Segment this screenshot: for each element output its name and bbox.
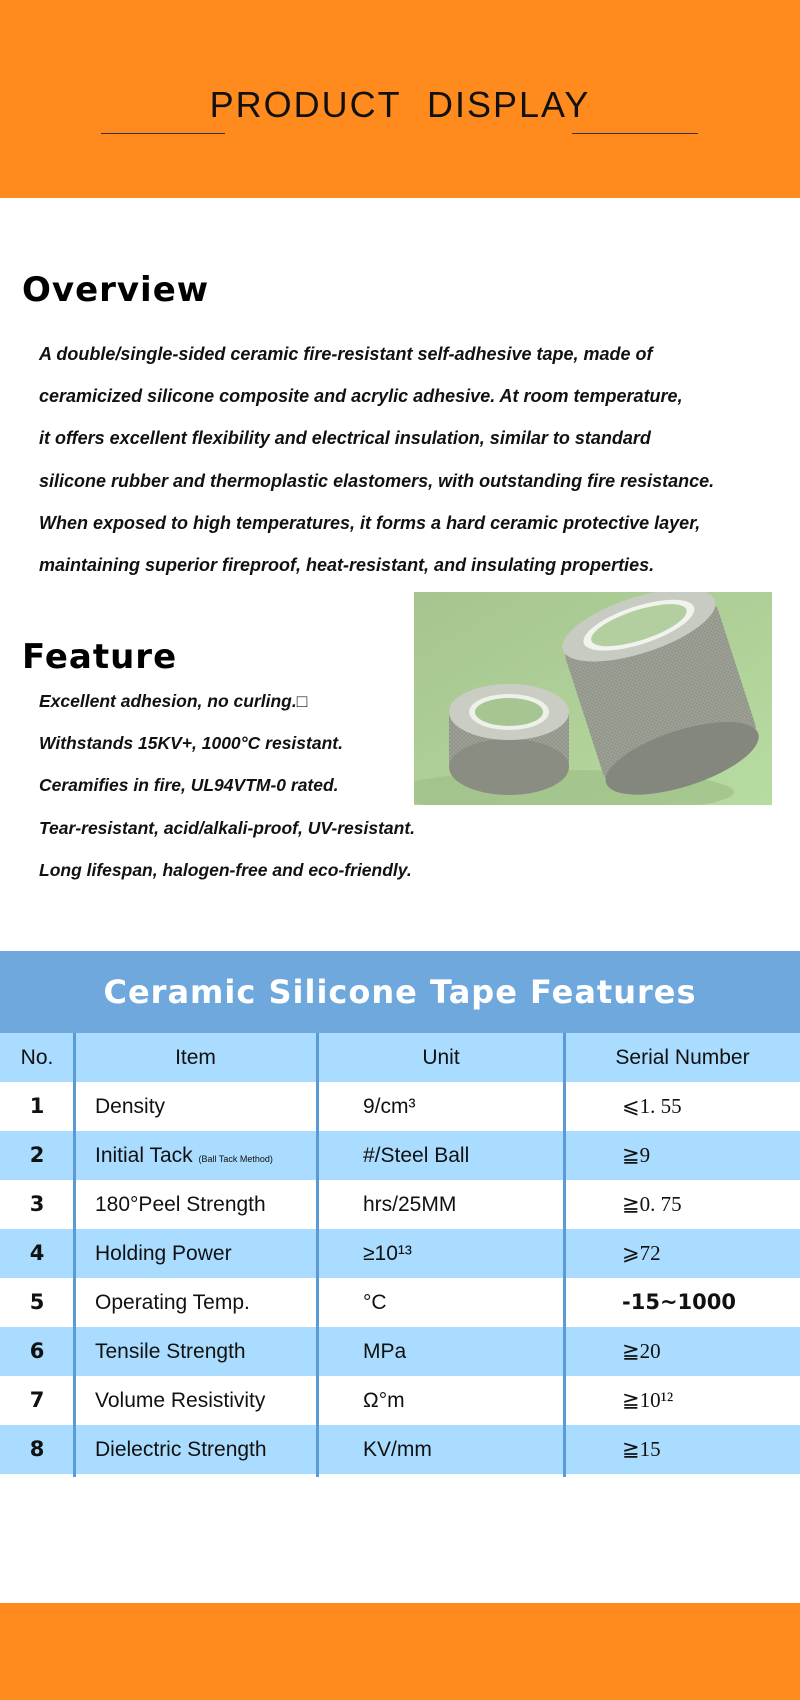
row-no: 7 <box>29 1388 45 1412</box>
column-divider <box>73 1033 76 1477</box>
header-serial: Serial Number <box>615 1046 750 1069</box>
row-item: 180°Peel Strength <box>95 1193 266 1216</box>
row-item: Tensile Strength <box>95 1340 246 1363</box>
table-row <box>0 1327 800 1376</box>
table-title: Ceramic Silicone Tape Features <box>0 951 800 1033</box>
row-no: 1 <box>29 1094 45 1118</box>
row-item: Initial Tack <box>95 1144 193 1167</box>
overview-paragraph <box>39 333 789 586</box>
table-row <box>0 1082 800 1131</box>
row-item: Volume Resistivity <box>95 1389 266 1412</box>
row-serial: ≧0. 75 <box>622 1192 682 1216</box>
row-serial: -15~1000 <box>622 1290 736 1314</box>
overview-line: maintaining superior fireproof, heat-resistant, and insulating properties. <box>39 555 655 576</box>
row-item: Dielectric Strength <box>95 1438 267 1461</box>
row-serial: ≧20 <box>622 1339 661 1363</box>
table-row <box>0 1131 800 1180</box>
bottom-banner <box>0 1603 800 1700</box>
row-serial: ≧9 <box>622 1143 651 1167</box>
overview-line: it offers excellent flexibility and electrical insulation, similar to standard <box>39 428 651 449</box>
row-unit: 9/cm³ <box>363 1095 416 1118</box>
row-unit: ≥10¹³ <box>363 1242 412 1265</box>
row-item-note: (Ball Tack Method) <box>198 1154 273 1164</box>
list-item: Excellent adhesion, no curling.□ <box>39 691 308 711</box>
table-row <box>0 1376 800 1425</box>
table-row <box>0 1180 800 1229</box>
row-serial: ⩾72 <box>622 1241 661 1265</box>
row-no: 8 <box>29 1437 45 1461</box>
tape-rolls-photo <box>414 592 772 805</box>
row-item: Holding Power <box>95 1242 232 1265</box>
feature-list <box>39 680 415 891</box>
table-row <box>0 1229 800 1278</box>
row-serial: ≧10¹² <box>622 1388 674 1412</box>
table-row <box>0 1425 800 1474</box>
row-serial: ⩽1. 55 <box>622 1094 682 1118</box>
overview-heading: Overview <box>22 270 210 310</box>
row-item: Density <box>95 1095 166 1118</box>
row-unit: KV/mm <box>363 1438 432 1461</box>
column-divider <box>563 1033 566 1477</box>
feature-heading: Feature <box>22 637 178 677</box>
overview-line: silicone rubber and thermoplastic elastomers, with outstanding fire resistance. <box>39 470 715 491</box>
row-unit: MPa <box>363 1340 407 1363</box>
row-item-wrap <box>95 1131 273 1180</box>
row-unit: Ω°m <box>363 1389 405 1412</box>
table-row <box>0 1278 800 1327</box>
table-header-row <box>0 1033 800 1082</box>
page-title: PRODUCT DISPLAY <box>209 84 591 125</box>
header-unit: Unit <box>422 1046 460 1069</box>
list-item: Ceramifies in fire, UL94VTM-0 rated. <box>39 775 339 796</box>
row-item: Operating Temp. <box>95 1291 250 1314</box>
row-no: 4 <box>29 1241 45 1265</box>
header-no: No. <box>20 1046 54 1069</box>
row-no: 2 <box>29 1143 45 1167</box>
row-no: 5 <box>29 1290 45 1314</box>
list-item: Long lifespan, halogen-free and eco-friendly. <box>39 859 412 880</box>
row-unit: °C <box>363 1291 387 1314</box>
row-no: 3 <box>29 1192 45 1216</box>
list-item: Withstands 15KV+, 1000°C resistant. <box>39 733 343 754</box>
title-rule-left <box>101 133 225 134</box>
title-rule-right <box>572 133 698 134</box>
overview-line: ceramicized silicone composite and acrylic adhesive. At room temperature, <box>39 386 683 407</box>
row-unit: #/Steel Ball <box>363 1144 470 1167</box>
column-divider <box>316 1033 319 1477</box>
row-no: 6 <box>29 1339 45 1363</box>
list-item: Tear-resistant, acid/alkali-proof, UV-resistant. <box>39 817 416 838</box>
overview-line: A double/single-sided ceramic fire-resistant self-adhesive tape, made of <box>39 344 653 364</box>
overview-line: When exposed to high temperatures, it forms a hard ceramic protective layer, <box>39 512 701 533</box>
row-serial: ≧15 <box>622 1437 661 1461</box>
header-item: Item <box>175 1046 216 1069</box>
row-unit: hrs/25MM <box>363 1193 457 1216</box>
